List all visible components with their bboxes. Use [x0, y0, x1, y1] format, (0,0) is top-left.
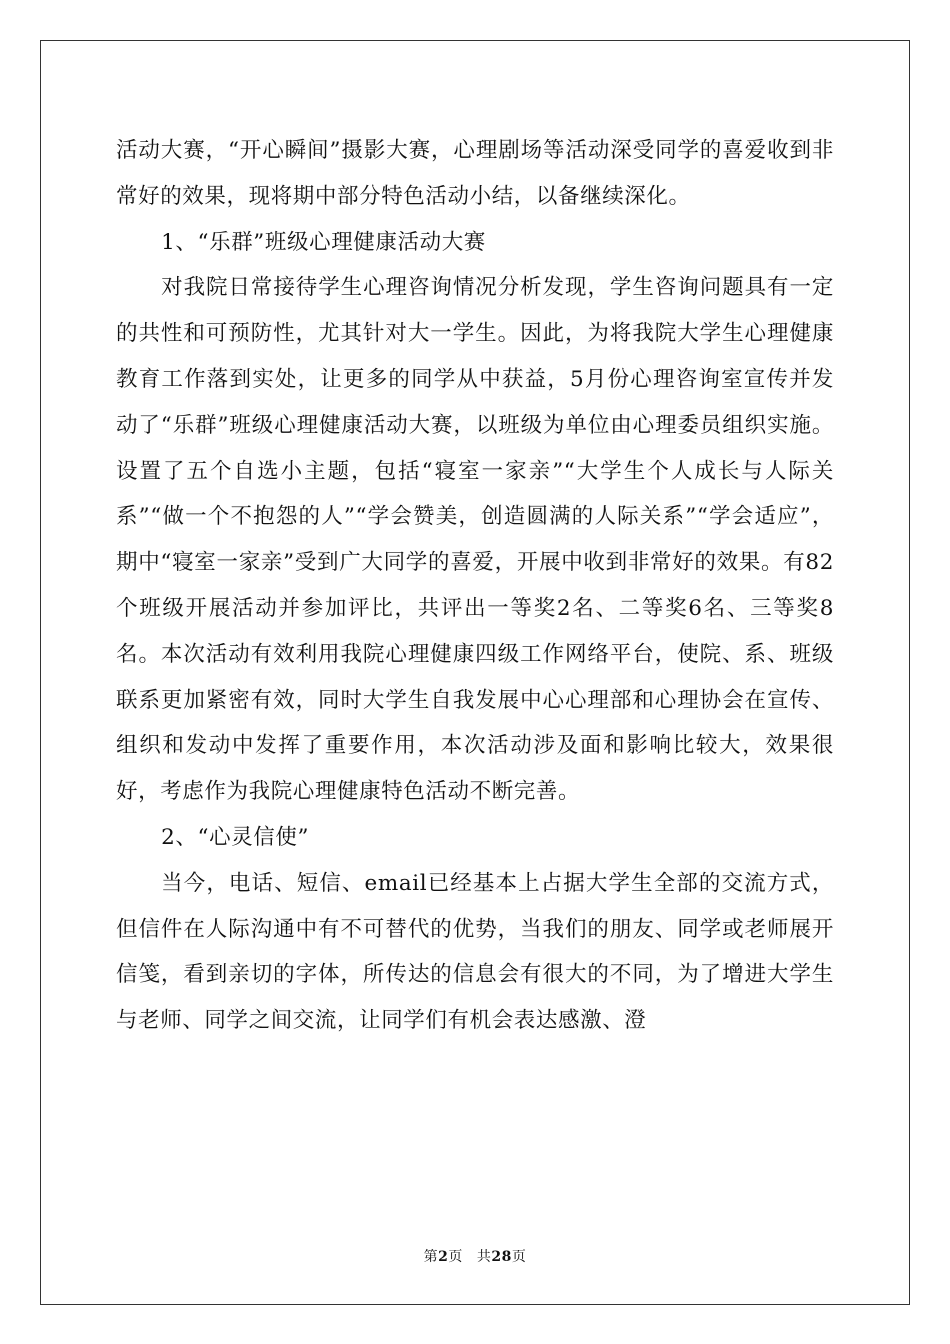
section-heading-2: 2、“心灵信使”	[161, 824, 310, 850]
paragraph-3: 当今，电话、短信、email已经基本上占据大学生全部的交流方式，但信件在人际沟通中有不可替代的优势，当我们的朋友、同学或老师展开信笺，看到亲切的字体，所传达的信息会有很大的不同，为了增进大学生与老师、同学之间交流，让同学们有机会表达感激、澄	[116, 870, 834, 1034]
paragraph-2: 对我院日常接待学生心理咨询情况分析发现，学生咨询问题具有一定的共性和可预防性，尤其针对大一学生。因此，为将我院大学生心理健康教育工作落到实处，让更多的同学从中获益，5月份心理咨询室宣传并发动了“乐群”班级心理健康活动大赛，以班级为单位由心理委员组织实施。设置了五个自选小主题，包括“寝室一家亲”“大学生个人成长与人际关系”“做一个不抱怨的人”“学会赞美，创造圆满的人际关系”“学会适应”，期中“寝室一家亲”受到广大同学的喜爱，开展中收到非常好的效果。有82个班级开展活动并参加评比，共评出一等奖2名、二等奖6名、三等奖8名。本次活动有效利用我院心理健康四级工作网络平台，使院、系、班级联系更加紧密有效，同时大学生自我发展中心心理部和心理协会在宣传、组织和发动中发挥了重要作用，本次活动涉及面和影响比较大，效果很好，考虑作为我院心理健康特色活动不断完善。	[116, 275, 834, 805]
total-page-count: 28	[491, 1249, 512, 1265]
page-footer	[0, 1248, 950, 1266]
page-prefix: 第	[423, 1249, 439, 1265]
total-prefix: 共	[476, 1249, 492, 1265]
document-body	[116, 128, 834, 1044]
total-suffix: 页	[511, 1249, 527, 1265]
page-suffix: 页	[448, 1249, 463, 1265]
paragraph-1: 活动大赛，“开心瞬间”摄影大赛，心理剧场等活动深受同学的喜爱收到非常好的效果，现将期中部分特色活动小结，以备继续深化。	[116, 138, 834, 209]
section-heading-1: 1、“乐群”班级心理健康活动大赛	[161, 229, 486, 255]
current-page-number: 2	[438, 1249, 449, 1265]
